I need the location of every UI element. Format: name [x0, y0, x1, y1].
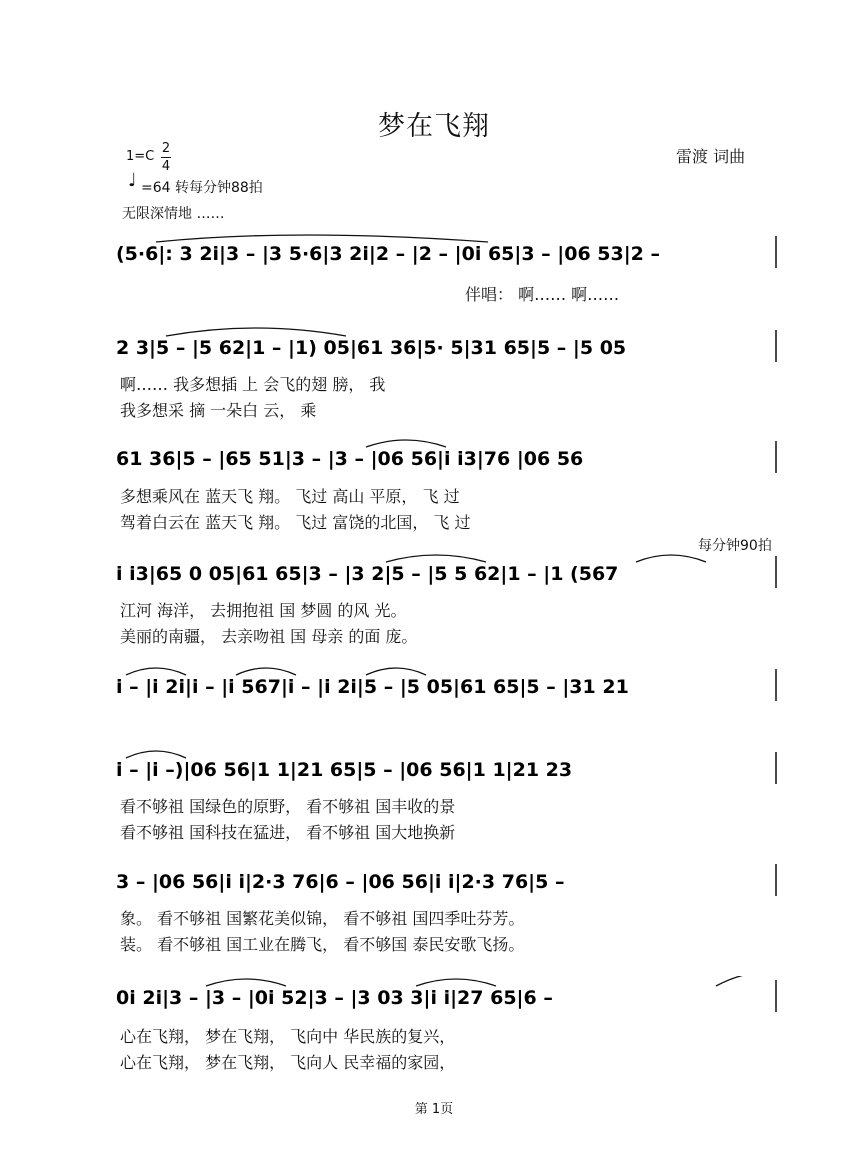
quarter-note-icon: ♩ — [128, 170, 137, 191]
notation-line: 3 – |06 56|i i|2·3 76|6 – |06 56|i i|2·3 76|5 – — [116, 871, 565, 893]
lyric-line: 美丽的南疆， 去亲吻祖 国 母亲 的面 庞。 — [120, 627, 418, 646]
time-signature — [161, 141, 171, 174]
notation-system-3 — [116, 437, 778, 477]
lyrics-block-3 — [120, 484, 780, 536]
page-number: 第 1页 — [414, 1102, 454, 1117]
key-signature: 1=C — [126, 149, 155, 164]
notation-line: 61 36|5 – |65 51|3 – |3 – |06 56|i i3|76 |06 56 — [116, 448, 584, 470]
song-title: 梦在飞翔 — [378, 111, 490, 142]
notation-line: i – |i –)|06 56|1 1|21 65|5 – |06 56|1 1|21 23 — [116, 759, 573, 781]
lyrics-block-6 — [120, 794, 780, 846]
notation-system-5 — [116, 665, 778, 705]
slur-arc — [206, 979, 286, 986]
lyric-line: 我多想采 摘 一朵白 云， 乘 — [120, 401, 317, 420]
notation-line: 2 3|5 – |5 62|1 – |1) 05|61 36|5· 5|31 65|5 – |5 05 — [116, 337, 627, 359]
lyric-line: 啊…… 我多想插 上 会飞的翅 膀， 我 — [120, 375, 386, 394]
notation-system-6 — [116, 748, 778, 788]
author-credit: 雷渡 词曲 — [676, 147, 746, 166]
lyric-line: 象。 看不够祖 国繁花美似锦， 看不够祖 国四季吐芬芳。 — [120, 909, 525, 928]
lyric-line: 江河 海洋， 去拥抱祖 国 梦圆 的风 光。 — [120, 601, 407, 620]
meter-bottom: 4 — [161, 159, 171, 174]
slur-arc — [236, 668, 296, 675]
lyric-line: 心在飞翔， 梦在飞翔， 飞向人 民幸福的家园， — [120, 1053, 456, 1072]
lyrics-block-4 — [120, 598, 780, 650]
lyric-line: 装。 看不够祖 国工业在腾飞， 看不够国 泰民安歌飞扬。 — [120, 935, 525, 954]
lyrics-block-7 — [120, 906, 780, 958]
lyric-line: 多想乘风在 蓝天飞 翔。 飞过 高山 平原， 飞 过 — [120, 487, 460, 506]
lyrics-block-2 — [120, 372, 780, 424]
lyric-line: 看不够祖 国科技在猛进， 看不够祖 国大地换新 — [120, 823, 456, 842]
notation-line: (5·6|: 3 2i|3 – |3 5·6|3 2i|2 – |2 – |0i 65|3 – |06 53|2 – — [116, 243, 660, 265]
lyrics-block-8 — [120, 1024, 780, 1076]
slur-arc — [366, 668, 426, 675]
lyric-line: 伴唱： 啊…… 啊…… — [465, 285, 620, 304]
notation-system-1 — [116, 232, 778, 272]
notation-system-4 — [116, 552, 778, 592]
slur-arc — [416, 979, 496, 986]
notation-system-8 — [116, 976, 778, 1016]
lyric-line: 看不够祖 国绿色的原野， 看不够祖 国丰收的景 — [120, 797, 456, 816]
slur-arc — [126, 751, 186, 758]
lyrics-block-1 — [120, 282, 780, 308]
lyric-line: 驾着白云在 蓝天飞 翔。 飞过 富饶的北国， 飞 过 — [120, 513, 471, 532]
meter-top: 2 — [161, 141, 171, 156]
notation-line: i – |i 2i|i – |i 567|i – |i 2i|5 – |5 05|61 65|5 – |31 21 — [116, 676, 629, 698]
slur-arc — [366, 440, 446, 447]
notation-system-7 — [116, 860, 778, 900]
slur-arc — [126, 668, 186, 675]
tempo-marking: =64 转每分钟88拍 — [141, 180, 263, 196]
notation-system-2 — [116, 326, 778, 366]
expression-marking: 无限深情地 …… — [122, 206, 225, 222]
slur-arc — [716, 976, 776, 986]
slur-arc — [386, 555, 486, 562]
tempo-change-annotation: 每分钟90拍 — [698, 538, 772, 554]
slur-arc — [156, 235, 488, 242]
slur-arc — [636, 555, 706, 562]
slur-arc — [166, 328, 346, 336]
meter-divider — [161, 157, 171, 158]
notation-line: i i3|65 0 05|61 65|3 – |3 2|5 – |5 5 62|1 – |1 (567 — [116, 563, 619, 585]
notation-line: 0i 2i|3 – |3 – |0i 52|3 – |3 03 3|i i|27 65|6 – — [116, 987, 553, 1009]
lyric-line: 心在飞翔， 梦在飞翔， 飞向中 华民族的复兴， — [120, 1027, 456, 1046]
